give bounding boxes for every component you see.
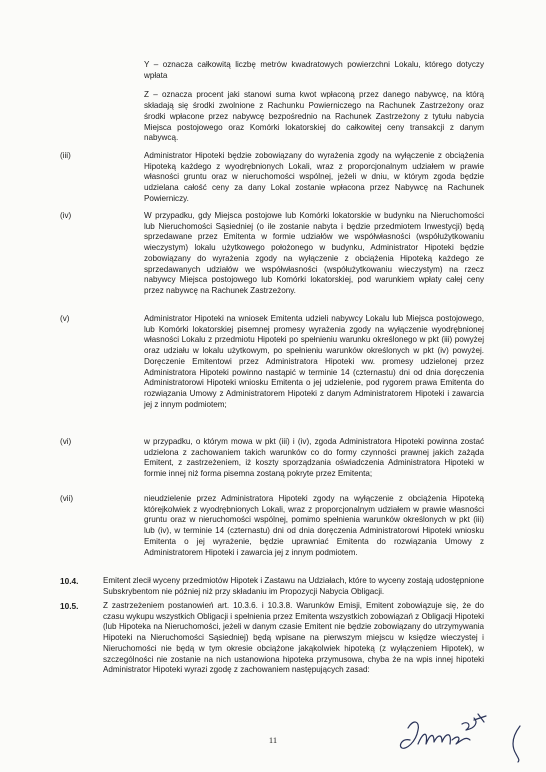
section-number: 10.4.	[60, 576, 79, 586]
list-item-vi	[60, 437, 484, 480]
item-text: Administrator Hipoteki będzie zobowiązany do wyrażenia zgody na wyłączenie z obciążenia Hipoteką każdego z wyodrębnionych Lokali, wraz z proporcjonalnym udziałem w prawie własności gruntu oraz w nieruchomości wspólnej, jeżeli w dniu, w którym zgoda będzie udzielana całość ceny za dany Lokal zostanie wpłacona przez Nabywcę na Rachunek Powierniczy.	[144, 151, 484, 203]
definition-y: Y – oznacza całkowitą liczbę metrów kwadratowych powierzchni Lokalu, którego dotyczy wpłata	[144, 60, 484, 80]
item-text: nieudzielenie przez Administratora Hipoteki zgody na wyłączenie z obciążenia Hipoteką którejkolwiek z wyodrębnionych Lokali, wraz z proporcjonalnym udziałem w prawie własności gruntu oraz w nieruchomości wspólnej, pomimo spełnienia warunków określonych w pkt (iii) lub (iv), w terminie 14 (czternastu) dni od dnia doręczenia Administratorowi Hipoteki wniosku Emitenta o jej wyrażenie, będzie uprawniać Emitenta do rozwiązania Umowy z Administratorem Hipoteki i zawarcia jej z innym podmiotem.	[144, 494, 484, 557]
definitions-block	[144, 60, 484, 144]
list-item-iii	[60, 151, 484, 205]
item-number: (vi)	[60, 437, 72, 446]
section-number: 10.5.	[60, 601, 79, 611]
section-10-4	[60, 576, 484, 597]
list-item-v	[60, 314, 484, 410]
definition-z: Z – oznacza procent jaki stanowi suma kwot wpłaconą przez danego nabywcę, na którą składają się środki zwolnione z Rachunku Powierniczego na Rachunek Zastrzeżony oraz środki wpłacone przez nabywcę bezpośrednio na Rachunek Zastrzeżony z tytułu nabycia Miejsca postojowego oraz Komórki lokatorskiej do całkowitej ceny transakcji z danym nabywcą.	[144, 90, 484, 143]
page-number: 11	[268, 735, 278, 745]
handwritten-signature	[392, 710, 542, 766]
section-10-5	[60, 601, 484, 676]
list-item-iv	[60, 211, 484, 297]
item-number: (iii)	[60, 151, 71, 160]
section-text: Z zastrzeżeniem postanowień art. 10.3.6. i 10.3.8. Warunków Emisji, Emitent zobowiązuje się, że do czasu wykupu wszystkich Obligacji i spełnienia przez Emitenta wszystkich zobowiązań z Obligacji Hipoteki (lub Hipoteka na Nieruchomości, jeżeli w danym czasie Emitent nie będzie zobowiązany do utrzymywania Hipoteki na Nieruchomości Sąsiedniej) będą wpisane na pierwszym miejscu w księdze wieczystej i Nieruchomości nie będą w tym okresie obciążone jakąkolwiek hipoteką (z wyłączeniem Hipotek), w szczególności nie zostanie na nich ustanowiona hipoteka przymusowa, chyba że na wpis innej hipoteki Administrator Hipoteki wyrazi zgodę z zachowaniem następujących zasad:	[103, 601, 485, 675]
item-number: (iv)	[60, 211, 72, 220]
item-number: (v)	[60, 314, 70, 323]
item-text: W przypadku, gdy Miejsca postojowe lub Komórki lokatorskie w budynku na Nieruchomości lub Nieruchomości Sąsiedniej (o ile zostanie nabyta i będzie przedmiotem Inwestycji) będą sprzedawane przez Emitenta w formie udziałów we współwłasności (współużytkowaniu wieczystym) lokalu użytkowego położonego w budynku, Administrator Hipoteki będzie zobowiązany do wyrażenia zgody na wyłączenie z obciążenia Hipoteką każdego ze sprzedawanych udziałów we współwłasności (współużytkowaniu wieczystym) na rzecz nabywcy Miejsca postojowego lub Komórki lokatorskiej, pod warunkiem wpłaty całej ceny przez nabywcę na Rachunek Zastrzeżony.	[144, 211, 484, 295]
item-text: Administrator Hipoteki na wniosek Emitenta udzieli nabywcy Lokalu lub Miejsca postojowego, lub Komórki lokatorskiej pisemnej promesy wyrażenia zgody na wyłączenie wyodrębnionej własności Lokalu z przedmiotu Hipoteki po spełnieniu warunku określonego w pkt (iii) powyżej oraz udziału w lokalu użytkowym, po spełnieniu warunków określonych w pkt (iv) powyżej. Doręczenie Emitentowi przez Administratora Hipoteki ww. promesy udzielonej przez Administratora Hipoteki powinno nastąpić w terminie 14 (czternastu) dni od dnia doręczenia Administratorowi Hipoteki wniosku Emitenta o jej udzielenie, pod rygorem prawa Emitenta do rozwiązania Umowy z Administratorem Hipoteki z danym Administratorem Hipoteki i zawarcia jej z innym podmiotem;	[144, 314, 484, 409]
item-text: w przypadku, o którym mowa w pkt (iii) i (iv), zgoda Administratora Hipoteki powinna zostać udzielona z zachowaniem takich warunków co do formy czynności prawnej jakich zażąda Emitent, z zastrzeżeniem, iż koszty sporządzania oświadczenia Administratora Hipoteki w formie innej niż forma pisemna zostaną pokryte przez Emitenta;	[144, 437, 484, 479]
list-item-vii	[60, 494, 484, 558]
item-number: (vii)	[60, 494, 74, 503]
section-text: Emitent zlecił wyceny przedmiotów Hipotek i Zastawu na Udziałach, które to wyceny zostają udostępnione Subskrybentom nie później niż przy składaniu im Propozycji Nabycia Obligacji.	[103, 576, 484, 596]
